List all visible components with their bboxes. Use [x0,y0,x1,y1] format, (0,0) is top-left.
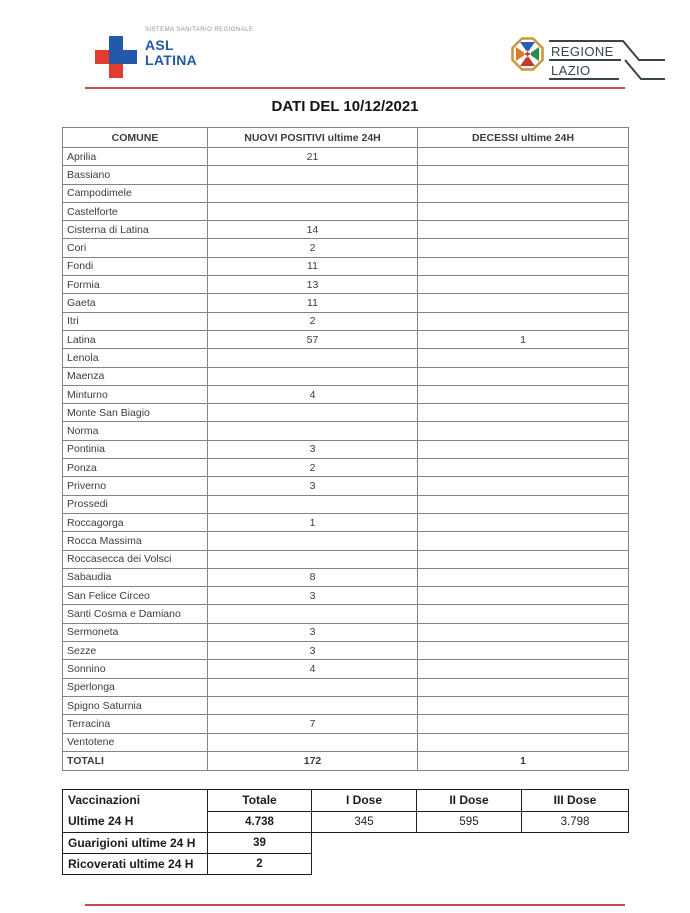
positivi-cell: 4 [208,385,418,403]
comune-cell: Spigno Saturnia [63,696,208,714]
decessi-cell [418,257,629,275]
positivi-cell [208,696,418,714]
decessi-cell [418,587,629,605]
comune-cell: Cisterna di Latina [63,221,208,239]
comune-cell: Lenola [63,349,208,367]
positivi-cell [208,495,418,513]
totals-label: TOTALI [63,751,208,770]
table-row [63,184,629,202]
table-row [63,495,629,513]
regione-label: REGIONE [551,44,614,59]
positivi-cell [208,202,418,220]
asl-cross-icon [95,36,137,78]
comune-cell: Maenza [63,367,208,385]
totals-positivi: 172 [208,751,418,770]
decessi-cell: 1 [418,330,629,348]
positivi-cell: 13 [208,276,418,294]
col-header-dose3: III Dose [522,790,629,812]
positivi-cell [208,678,418,696]
positivi-cell: 7 [208,715,418,733]
comune-cell: Sermoneta [63,623,208,641]
empty-filler [312,833,629,854]
decessi-cell [418,660,629,678]
table-row [63,696,629,714]
positivi-cell: 1 [208,513,418,531]
comune-cell: Aprilia [63,148,208,166]
vaccinazioni-label: Vaccinazioni [68,793,141,807]
comune-cell: Gaeta [63,294,208,312]
table-row [63,623,629,641]
positivi-cell: 3 [208,642,418,660]
summary-header-row [63,790,629,812]
decessi-cell [418,715,629,733]
decessi-cell [418,148,629,166]
dose1-value: 345 [312,811,417,833]
asl-latina-logo [95,27,253,78]
positivi-cell [208,184,418,202]
col-header-decessi: DECESSI ultime 24H [418,128,629,148]
table-row [63,477,629,495]
decessi-cell [418,459,629,477]
comune-cell: Priverno [63,477,208,495]
regione-lazio-logo [511,37,635,83]
table-row [63,678,629,696]
comune-cell: Sonnino [63,660,208,678]
lazio-label: LAZIO [551,63,591,78]
dose2-value: 595 [417,811,522,833]
comune-cell: Roccagorga [63,513,208,531]
comune-cell: Prossedi [63,495,208,513]
asl-latina-wordmark [145,38,253,68]
dose3-value: 3.798 [522,811,629,833]
positivi-cell: 21 [208,148,418,166]
positivi-cell: 3 [208,623,418,641]
positivi-cell: 57 [208,330,418,348]
decessi-cell [418,367,629,385]
decessi-cell [418,239,629,257]
table-row [63,550,629,568]
comune-cell: Minturno [63,385,208,403]
totals-row [63,751,629,770]
col-header-dose1: I Dose [312,790,417,812]
table-row [63,239,629,257]
positivi-cell: 2 [208,459,418,477]
table-row [63,221,629,239]
col-header-comune: COMUNE [63,128,208,148]
table-row [63,440,629,458]
table-row [63,330,629,348]
table-row [63,587,629,605]
table-row [63,276,629,294]
comune-cell: Terracina [63,715,208,733]
decessi-cell [418,495,629,513]
positivi-cell [208,422,418,440]
table-row [63,513,629,531]
positivi-cell: 3 [208,587,418,605]
decessi-cell [418,312,629,330]
table-row [63,148,629,166]
empty-filler [312,854,629,875]
table-row [63,733,629,751]
asl-label: ASL [145,37,174,53]
positivi-cell [208,550,418,568]
guarigioni-value: 39 [208,833,312,854]
comune-cell: Pontinia [63,440,208,458]
guarigioni-label: Guarigioni ultime 24 H [63,833,208,854]
positivi-cell: 4 [208,660,418,678]
comune-cell: Fondi [63,257,208,275]
comune-cell: Itri [63,312,208,330]
table-row [63,660,629,678]
col-header-dose2: II Dose [417,790,522,812]
table-row [63,202,629,220]
positivi-cell [208,404,418,422]
decessi-cell [418,642,629,660]
ultime-24h-label: Ultime 24 H [68,814,134,828]
table-row [63,532,629,550]
comune-cell: Bassiano [63,166,208,184]
table-row [63,385,629,403]
page-title: DATI DEL 10/12/2021 [271,98,419,115]
asl-brand-text [145,27,253,78]
decessi-cell [418,202,629,220]
decessi-cell [418,513,629,531]
comune-cell: Rocca Massima [63,532,208,550]
totale-value: 4.738 [208,811,312,833]
comuni-table [62,127,629,771]
table-row [63,568,629,586]
decessi-cell [418,422,629,440]
decessi-cell [418,550,629,568]
decessi-cell [418,532,629,550]
decessi-cell [418,404,629,422]
comune-cell: Roccasecca dei Volsci [63,550,208,568]
table-row [63,257,629,275]
latina-label: LATINA [145,52,198,68]
table-row [63,459,629,477]
ricoverati-row [63,854,629,875]
table-header-row [63,128,629,148]
footer-divider-line [85,904,625,906]
decessi-cell [418,166,629,184]
comune-cell: Sabaudia [63,568,208,586]
table-row [63,642,629,660]
decessi-cell [418,349,629,367]
comune-cell: Ponza [63,459,208,477]
vaccinazioni-label-cell [63,790,208,833]
comune-cell: Sezze [63,642,208,660]
positivi-cell: 8 [208,568,418,586]
positivi-cell [208,605,418,623]
positivi-cell [208,166,418,184]
decessi-cell [418,385,629,403]
table-row [63,349,629,367]
totals-decessi: 1 [418,751,629,770]
table-row [63,166,629,184]
positivi-cell: 14 [208,221,418,239]
ricoverati-label: Ricoverati ultime 24 H [63,854,208,875]
comune-cell: Latina [63,330,208,348]
table-row [63,715,629,733]
table-row [63,605,629,623]
positivi-cell [208,733,418,751]
table-row [63,312,629,330]
comune-cell: Cori [63,239,208,257]
positivi-cell: 3 [208,440,418,458]
positivi-cell [208,349,418,367]
col-header-nuovi-positivi: NUOVI POSITIVI ultime 24H [208,128,418,148]
comune-cell: Sperlonga [63,678,208,696]
regione-lazio-emblem-icon [511,37,544,71]
comune-cell: Santi Cosma e Damiano [63,605,208,623]
header-divider-line [85,87,625,89]
decessi-cell [418,733,629,751]
regione-lazio-wordmark [549,39,635,83]
positivi-cell: 3 [208,477,418,495]
decessi-cell [418,184,629,202]
col-header-totale: Totale [208,790,312,812]
positivi-cell: 2 [208,312,418,330]
table-row [63,294,629,312]
comune-cell: San Felice Circeo [63,587,208,605]
decessi-cell [418,678,629,696]
positivi-cell: 2 [208,239,418,257]
comune-cell: Ventotene [63,733,208,751]
decessi-cell [418,605,629,623]
table-row [63,367,629,385]
comune-cell: Formia [63,276,208,294]
decessi-cell [418,221,629,239]
decessi-cell [418,477,629,495]
comune-cell: Norma [63,422,208,440]
comune-cell: Monte San Biagio [63,404,208,422]
positivi-cell: 11 [208,294,418,312]
comuni-tbody [63,148,629,752]
decessi-cell [418,276,629,294]
decessi-cell [418,294,629,312]
comune-cell: Castelforte [63,202,208,220]
table-row [63,422,629,440]
table-row [63,404,629,422]
positivi-cell [208,367,418,385]
ricoverati-value: 2 [208,854,312,875]
decessi-cell [418,568,629,586]
decessi-cell [418,696,629,714]
comune-cell: Campodimele [63,184,208,202]
guarigioni-row [63,833,629,854]
decessi-cell [418,623,629,641]
vaccinazioni-table [62,789,629,875]
sistema-sanitario-label: SISTEMA SANITARIO REGIONALE [145,27,254,33]
positivi-cell [208,532,418,550]
positivi-cell: 11 [208,257,418,275]
decessi-cell [418,440,629,458]
